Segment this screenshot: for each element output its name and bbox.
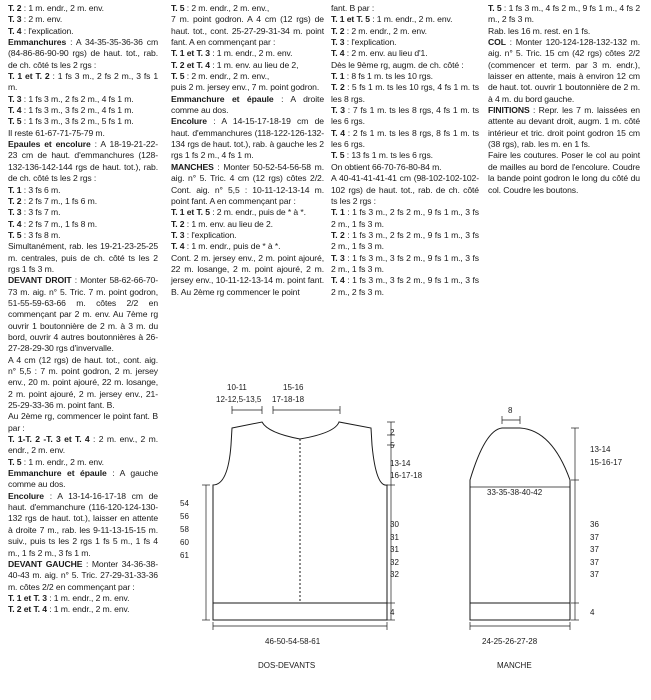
col1-paragraph-14: T. 4 : 2 fs 7 m., 1 fs 8 m. (8, 218, 97, 229)
col1-paragraph-17: DEVANT DROIT : Monter 58-62-66-70-73 m. aig. n° 5. Tric. 7 m. point godron, 51-55-59-63-66 m. côtes 2/2 en commençant par 2 m. env. Au 7ème rg ouvrir 1 boutonnière de 2 m. à 3 m. du bord, ouvrir 4 autres boutonnières à 26-27-28-29-30 rgs d'invervalle. (8, 275, 158, 354)
col2-paragraph-9: MANCHES : Monter 50-52-54-56-58 m. aig. n° 5. Tric. 4 cm (12 rgs) côtes 2/2. Cont. aig. n° 5,5 : 10-11-12-13-14 m. point fant. A en commençant par : (171, 161, 324, 206)
schematic-svg (0, 355, 651, 700)
sleeve-length-label-5: 37 (590, 570, 599, 579)
col2-paragraph-11: T. 2 : 1 m. env. au lieu de 2. (171, 218, 273, 229)
col2-paragraph-1: T. 5 : 2 m. endr., 2 m. env., (171, 3, 270, 13)
col1-paragraph-12: T. 2 : 2 fs 7 m., 1 fs 6 m. (8, 195, 97, 206)
col3-paragraph-7: T. 1 : 8 fs 1 m. ts les 10 rgs. (331, 71, 433, 82)
col3-paragraph-6: Dès le 9ème rg, augm. de ch. côté : (331, 59, 464, 70)
sleeve-bottom-width-label: 24-25-26-27-28 (482, 637, 538, 646)
col1-paragraph-18: A 4 cm (12 rgs) de haut. tot., cont. aig. n° 5,5 : 7 m. point godron, 2 m. jersey env., 20 m. point ajouré, 22 m. losange, 2 m. point ajouré, 2 m. jersey env., 21-25-29-33-36 m. point fant. B. (8, 354, 158, 411)
sleeve-width-label: 33-35-38-40-42 (487, 488, 543, 497)
col3-paragraph-5: T. 4 : 2 m. env. au lieu d'1. (331, 48, 428, 59)
body-length-label-5: 32 (390, 570, 399, 579)
col1-paragraph-5: T. 1 et T. 2 : 1 fs 3 m., 2 fs 2 m., 3 fs 1 m. (8, 71, 158, 93)
body-length-label-2: 31 (390, 533, 399, 542)
col1-paragraph-13: T. 3 : 3 fs 7 m. (8, 207, 61, 218)
col3-paragraph-13: A 40-41-41-41-41 cm (98-102-102-102-102 rgs) de haut. tot., rab. de ch. côté ts les 2 rgs : (331, 173, 479, 206)
col3-paragraph-9: T. 3 : 7 fs 1 m. ts les 8 rgs, 4 fs 1 m. ts les 6 rgs. (331, 105, 479, 127)
sleeve-length-label-4: 37 (590, 558, 599, 567)
col3-paragraph-4: T. 3 : l'explication. (331, 37, 397, 48)
col3-paragraph-16: T. 3 : 1 fs 3 m., 3 fs 2 m., 9 fs 1 m., 3 fs 2 m., 1 fs 3 m. (331, 252, 480, 274)
col1-paragraph-7: T. 4 : 1 fs 3 m., 3 fs 2 m., 4 fs 1 m. (8, 105, 134, 116)
neck-width-label-a: 10-11 (227, 383, 247, 392)
col2-paragraph-13: T. 4 : 1 m. endr., puis de * à *. (171, 241, 281, 252)
col3-paragraph-15: T. 2 : 1 fs 3 m., 2 fs 2 m., 9 fs 1 m., 3 fs 2 m., 1 fs 3 m. (331, 229, 480, 252)
sleeve-length-label-3: 37 (590, 545, 599, 554)
col3-paragraph-8: T. 2 : 5 fs 1 m. ts les 10 rgs, 4 fs 1 m. ts les 8 rgs. (331, 82, 480, 104)
col1-paragraph-22: Emmanchure et épaule : A gauche comme au dos. (8, 468, 158, 490)
col3-paragraph-1: fant. B par : (331, 3, 375, 13)
sleeve-top-label: 8 (508, 406, 513, 415)
shoulder-width-label-a: 15-16 (283, 383, 304, 392)
col1-paragraph-15: T. 5 : 3 fs 8 m. (8, 229, 61, 240)
col2-paragraph-2: 7 m. point godron. A 4 cm (12 rgs) de haut. tot., cont. 25-27-29-31-34 m. point fant. A en commençant par : (171, 14, 324, 48)
col1-paragraph-25: T. 1 et T. 3 : 1 m. endr., 2 m. env. (8, 592, 130, 603)
body-width-label: 46-50-54-58-61 (265, 637, 321, 646)
col4-paragraph-3: COL : Monter 120-124-128-132-132 m. aig. n° 5. Tric. 15 cm (42 rgs) côtes 2/2 (commencer et term. par 3 m. endr.), laisser en attente, mais à environ 12 cm de haut. tot. ouvrir 1 boutonnière de 2 m. à 4 m. du bord gauche. (488, 37, 640, 104)
sleeve-cap-label-a: 13-14 (590, 445, 611, 454)
col1-paragraph-20: T. 1-T. 2 -T. 3 et T. 4 : 2 m. env., 2 m. endr., 2 m. env. (8, 434, 158, 456)
body-title: DOS-DEVANTS (258, 661, 316, 670)
armhole-depth-label-b: 16-17-18 (390, 471, 423, 480)
sleeve-cap-label-b: 15-16-17 (590, 458, 623, 467)
col4-paragraph-2: Rab. les 16 m. rest. en 1 fs. (488, 25, 591, 36)
col3-paragraph-3: T. 2 : 2 m. endr., 2 m. env. (331, 25, 427, 36)
shoulder-width-label-b: 17-18-18 (272, 395, 305, 404)
col3-paragraph-17: T. 4 : 1 fs 3 m., 3 fs 2 m., 9 fs 1 m., 3 fs 2 m., 2 fs 3 m. (331, 275, 480, 297)
body-height-label-1: 54 (180, 499, 189, 508)
body-ribbing-label: 4 (390, 608, 395, 617)
body-height-label-4: 60 (180, 538, 189, 547)
col2-paragraph-10: T. 1 et T. 5 : 2 m. endr., puis de * à *. (171, 207, 306, 218)
col1-paragraph-16: Simultanément, rab. les 19-21-23-25-25 m. centrales, puis de ch. côté ts les 2 rgs 1 fs 3 m. (8, 241, 158, 274)
body-right-label-2: 5 (390, 441, 395, 450)
body-right-label-1: 2 (390, 428, 395, 437)
schematic-diagrams (0, 355, 651, 700)
col2-paragraph-14: Cont. 2 m. jersey env., 2 m. point ajouré, 22 m. losange, 2 m. point ajouré, 2 m. jersey env., 10-11-12-13-14 m. point fant. B. Au 2ème rg commencer le point (171, 252, 324, 297)
instructions-column-3 (331, 3, 479, 298)
col1-paragraph-2: T. 3 : 2 m. env. (8, 14, 63, 25)
col3-paragraph-12: On obtient 66-70-76-80-84 m. (331, 161, 442, 172)
sleeve-ribbing-label: 4 (590, 608, 595, 617)
sleeve-length-label-1: 36 (590, 520, 599, 529)
sleeve-length-label-2: 37 (590, 533, 599, 542)
col2-paragraph-6: puis 2 m. jersey env., 7 m. point godron. (171, 82, 320, 93)
body-length-label-3: 31 (390, 545, 399, 554)
col1-paragraph-1: T. 2 : 1 m. endr., 2 m. env. (8, 3, 104, 13)
col1-paragraph-3: T. 4 : l'explication. (8, 25, 74, 36)
col1-paragraph-24: DEVANT GAUCHE : Monter 34-36-38-40-43 m. aig. n° 5. Tric. 27-29-31-33-36 m. côtes 2/2 en commençant par : (8, 558, 158, 592)
col1-paragraph-6: T. 3 : 1 fs 3 m., 2 fs 2 m., 4 fs 1 m. (8, 93, 134, 104)
col1-paragraph-23: Encolure : A 13-14-16-17-18 cm de haut. d'emmanchure (116-120-124-130-132 rgs de haut. tot.), laisser en attente à droite 7 m., rab. les 9-11-13-15-15 m. suiv., puis ts les 2 rgs 1 fs 5 m., 1 fs 4 m., 1 fs 2 m., 3 fs 1 m. (8, 490, 158, 558)
col3-paragraph-11: T. 5 : 13 fs 1 m. ts les 6 rgs. (331, 150, 433, 161)
body-length-label-1: 30 (390, 520, 399, 529)
col1-paragraph-4: Emmanchures : A 34-35-35-36-36 cm (84-86-86-90-90 rgs) de haut. tot., rab. de ch. côté ts les 2 rgs : (8, 37, 158, 70)
col2-paragraph-3: T. 1 et T. 3 : 1 m. endr., 2 m. env. (171, 48, 293, 59)
col1-paragraph-19: Au 2ème rg, commencer le point fant. B par : (8, 411, 158, 433)
body-height-label-3: 58 (180, 525, 189, 534)
col4-paragraph-4: FINITIONS : Repr. les 7 m. laissées en attente au devant droit, augm. 1 m. côté intérieur et tric. droit point godron 15 cm (38 rgs), rab. les m. en 1 fs. (488, 105, 640, 150)
body-height-label-2: 56 (180, 512, 189, 521)
instructions-column-4 (488, 3, 640, 196)
sleeve-outline (470, 428, 570, 620)
col2-paragraph-12: T. 3 : l'explication. (171, 229, 237, 240)
col1-paragraph-10: Epaules et encolure : A 18-19-21-22-23 cm de haut. d'emmanchures (128-132-136-142-144 rgs de haut. tot.), rab. de ch. côté ts les 2 rgs : (8, 139, 158, 184)
col1-paragraph-11: T. 1 : 3 fs 6 m. (8, 184, 61, 195)
col4-paragraph-5: Faire les coutures. Poser le col au point de mailles au bord de l'encolure. Coudre la bande point godron le long du côté du col. Coudre les boutons. (488, 150, 640, 195)
col4-paragraph-1: T. 5 : 1 fs 3 m., 4 fs 2 m., 9 fs 1 m., 4 fs 2 m., 2 fs 3 m. (488, 3, 641, 25)
col3-paragraph-14: T. 1 : 1 fs 3 m., 2 fs 2 m., 9 fs 1 m., 3 fs 2 m., 1 fs 3 m. (331, 207, 480, 229)
col2-paragraph-5: T. 5 : 2 m. endr., 2 m. env., (171, 71, 270, 82)
instructions-column-2 (171, 3, 324, 298)
body-height-label-5: 61 (180, 551, 189, 560)
col1-paragraph-26: T. 2 et T. 4 : 1 m. endr., 2 m. env. (8, 604, 130, 615)
col1-paragraph-21: T. 5 : 1 m. endr., 2 m. env. (8, 456, 104, 467)
col3-paragraph-2: T. 1 et T. 5 : 1 m. endr., 2 m. env. (331, 14, 453, 25)
armhole-depth-label-a: 13-14 (390, 459, 411, 468)
sleeve-title: MANCHE (497, 661, 532, 670)
col2-paragraph-8: Encolure : A 14-15-17-18-19 cm de haut. d'emmanchures (118-122-126-132-134 rgs de haut. tot.), rab. à gauche les 2 rgs 1 fs 2 m., 4 fs 1 m. (171, 116, 324, 161)
col2-paragraph-7: Emmanchure et épaule : A droite comme au dos. (171, 93, 324, 116)
col1-paragraph-9: Il reste 61-67-71-75-79 m. (8, 127, 105, 138)
neck-width-label-b: 12-12,5-13,5 (216, 395, 262, 404)
body-length-label-4: 32 (390, 558, 399, 567)
col2-paragraph-4: T. 2 et T. 4 : 1 m. env. au lieu de 2, (171, 59, 299, 70)
col3-paragraph-10: T. 4 : 2 fs 1 m. ts les 8 rgs, 8 fs 1 m. ts les 6 rgs. (331, 127, 479, 150)
col1-paragraph-8: T. 5 : 1 fs 3 m., 3 fs 2 m., 5 fs 1 m. (8, 116, 134, 127)
